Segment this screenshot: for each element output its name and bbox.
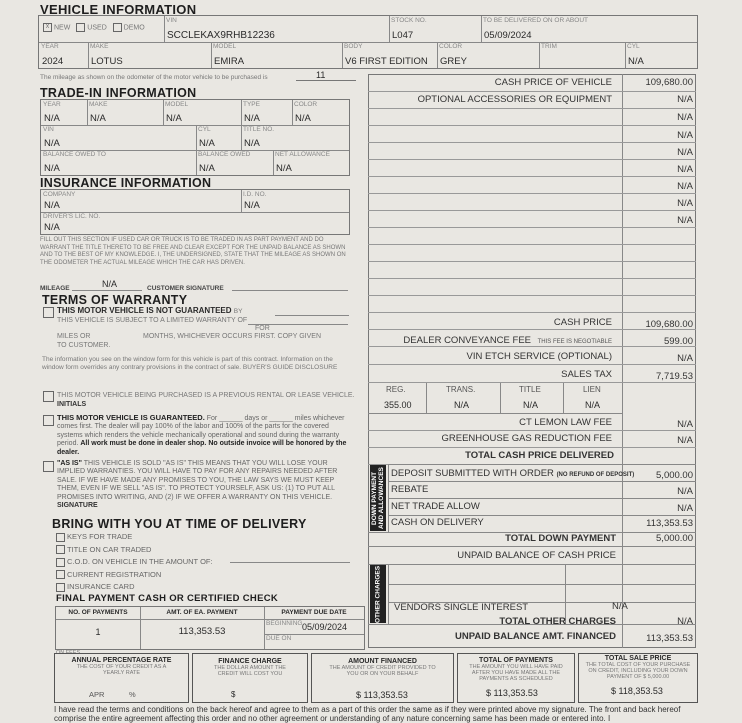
- optional-value: N/A: [677, 112, 693, 123]
- insurance-lic-label: DRIVER'S LIC. NO.: [43, 213, 101, 220]
- insurance-id: N/A: [244, 200, 260, 211]
- total-payments-value: $ 113,353.53: [486, 688, 538, 698]
- tradein-balance-owed-label: BALANCE OWED: [198, 151, 251, 158]
- lemon-law-label: CT LEMON LAW FEE: [519, 417, 612, 428]
- total-other-amount: N/A: [677, 616, 693, 627]
- sales-tax-label: SALES TAX: [561, 369, 612, 380]
- delivery-item[interactable]: KEYS FOR TRADE: [56, 531, 213, 544]
- insurance-company-label: COMPANY: [43, 191, 76, 198]
- payment-amount-header: AMT. OF EA. PAYMENT: [140, 607, 265, 620]
- deliver-value: 05/09/2024: [484, 30, 532, 41]
- prev-rental-checkbox[interactable]: [43, 391, 54, 402]
- for-label: FOR: [255, 325, 270, 332]
- by-label: BY: [233, 308, 243, 315]
- total-cash-delivered-label: TOTAL CASH PRICE DELIVERED: [465, 450, 614, 461]
- title-fee-label: TITLE: [519, 385, 541, 394]
- sales-tax: 7,719.53: [656, 371, 693, 382]
- trans-label: TRANS.: [446, 385, 476, 394]
- tradein-color-label: COLOR: [294, 101, 318, 108]
- title-fee-value: N/A: [523, 400, 539, 410]
- used-checkbox[interactable]: [76, 23, 85, 32]
- guaranteed-checkbox[interactable]: [43, 415, 54, 426]
- tradein-year: N/A: [44, 113, 60, 124]
- conveyance-note: THIS FEE IS NEGOTIABLE: [537, 339, 612, 345]
- tradein-type: N/A: [244, 113, 260, 124]
- due-on-label: DUE ON: [266, 635, 292, 642]
- cash-price-vehicle-label: CASH PRICE OF VEHICLE: [494, 77, 612, 88]
- apr-percent: %: [129, 690, 136, 699]
- total-payments-title: TOTAL OF PAYMENTS: [479, 657, 553, 664]
- delivery-item[interactable]: TITLE ON CAR TRADED: [56, 544, 213, 557]
- down-payment-tag: DOWN PAYMENT AND ALLOWANCES: [370, 465, 386, 531]
- model-label: MODEL: [213, 43, 237, 50]
- greenhouse-fee: N/A: [677, 435, 693, 446]
- as-is-checkbox[interactable]: [43, 461, 54, 472]
- tradein-cyl: N/A: [199, 138, 215, 149]
- as-is-signature-label: SIGNATURE: [57, 502, 98, 510]
- tradein-color: N/A: [295, 113, 311, 124]
- cod-amount: 113,353.53: [646, 518, 693, 529]
- cash-price-label: CASH PRICE: [553, 317, 612, 328]
- prev-rental-text: THIS MOTOR VEHICLE BEING PURCHASED IS A PREVIOUS RENTAL OR LEASE VEHICLE.: [57, 392, 355, 399]
- tradein-model: N/A: [166, 113, 182, 124]
- odometer-line: [296, 80, 356, 81]
- payments-count-header: NO. OF PAYMENTS: [56, 607, 141, 620]
- trim-label: TRIM: [541, 43, 557, 50]
- greenhouse-label: GREENHOUSE GAS REDUCTION FEE: [441, 433, 612, 444]
- months-text: MONTHS, WHICHEVER OCCURS FIRST. COPY GIVEN: [143, 333, 321, 340]
- used-label: USED: [87, 24, 107, 32]
- total-down-label: TOTAL DOWN PAYMENT: [505, 533, 616, 544]
- reg-value: 355.00: [384, 400, 412, 410]
- color-label: COLOR: [439, 43, 463, 50]
- customer-signature-line[interactable]: [232, 290, 348, 291]
- conveyance-fee-label: DEALER CONVEYANCE FEE THIS FEE IS NEGOTIABLE: [403, 335, 612, 346]
- lemon-law-fee: N/A: [677, 419, 693, 430]
- net-trade-label: NET TRADE ALLOW: [391, 501, 480, 512]
- payments-count: 1: [56, 619, 141, 649]
- deposit-label: DEPOSIT SUBMITTED WITH ORDER (NO REFUND OF DEPOSIT): [391, 468, 635, 479]
- unpaid-financed-label: UNPAID BALANCE AMT. FINANCED: [455, 631, 616, 642]
- unpaid-financed-amount: 113,353.53: [646, 633, 693, 644]
- deliver-label: TO BE DELIVERED ON OR ABOUT: [483, 17, 588, 24]
- year-label: YEAR: [41, 43, 59, 50]
- unpaid-cash-label: UNPAID BALANCE OF CASH PRICE: [457, 550, 616, 561]
- tradein-title-label: TITLE NO.: [243, 126, 275, 133]
- delivery-item[interactable]: INSURANCE CARD: [56, 581, 213, 594]
- tradein-vin: N/A: [44, 138, 60, 149]
- footer-agreement-text: I have read the terms and conditions on the back hereof and agree to them as a part of this order the same as if they were printed above my signature. The front and back hereof comprise the entire agreement affecting this order and no other agreement or understanding of any nature concerning same has been made or entered into. I: [54, 705, 681, 723]
- as-is-heading: "AS IS": [57, 460, 82, 467]
- lien-label: LIEN: [583, 385, 601, 394]
- guaranteed-text: For ______ days or ______ miles whichever comes first. The dealer will pay 100% of the labor and 100% of the parts for the covered systems which renders the vehicle mechanically operational and sound during the warranty period.: [57, 415, 345, 448]
- apr-subtitle: THE COST OF YOUR CREDIT AS A YEARLY RATE: [76, 664, 167, 676]
- cod-label: CASH ON DELIVERY: [391, 517, 484, 528]
- limited-warranty-text: THIS VEHICLE IS SUBJECT TO A LIMITED WARRANTY OF: [57, 317, 248, 324]
- tradein-net-allow: N/A: [276, 163, 292, 174]
- make-label: MAKE: [90, 43, 109, 50]
- optional-accessories-label: OPTIONAL ACCESSORIES OR EQUIPMENT: [417, 94, 612, 105]
- vin-label: VIN: [166, 17, 177, 24]
- tradein-cyl-label: CYL: [198, 126, 211, 133]
- optional-value: N/A: [677, 147, 693, 158]
- price-table: [368, 74, 696, 648]
- to-customer-text: TO CUSTOMER.: [57, 342, 111, 349]
- tradein-mileage-label: MILEAGE: [40, 285, 70, 292]
- tradein-vin-label: VIN: [43, 126, 54, 133]
- miles-or-text: MILES OR: [57, 333, 91, 340]
- demo-label: DEMO: [123, 24, 145, 32]
- total-sale-subtitle: THE TOTAL COST OF YOUR PURCHASE ON CREDIT, INCLUDING YOUR DOWN PAYMENT OF $ 5,000.00: [585, 662, 691, 680]
- final-payment-title: FINAL PAYMENT CASH OR CERTIFIED CHECK: [56, 593, 279, 604]
- deposit-amount: 5,000.00: [656, 470, 693, 481]
- color-value: GREY: [440, 56, 467, 67]
- odometer-text: The mileage as shown on the odometer of the motor vehicle to be purchased is: [40, 74, 268, 81]
- delivery-section-title: BRING WITH YOU AT TIME OF DELIVERY: [52, 517, 307, 531]
- demo-checkbox[interactable]: [113, 23, 122, 32]
- final-payment-table: [55, 606, 365, 650]
- vin-value: SCCLEKAX9RHB12236: [167, 30, 275, 41]
- total-other-label: TOTAL OTHER CHARGES: [499, 616, 616, 627]
- make-value: LOTUS: [91, 56, 123, 67]
- model-value: EMIRA: [214, 56, 245, 67]
- cyl-label: CYL: [627, 43, 640, 50]
- vsi-label: VENDORS SINGLE INTEREST: [394, 602, 529, 613]
- tradein-balance-owed: N/A: [199, 163, 215, 174]
- tradein-net-allow-label: NET ALLOWANCE: [275, 151, 330, 158]
- initials-label: INITIALS: [57, 401, 87, 408]
- tradein-type-label: TYPE: [243, 101, 260, 108]
- optional-value: N/A: [677, 181, 693, 192]
- new-checkbox[interactable]: x: [43, 23, 52, 32]
- reg-label: REG.: [386, 385, 406, 394]
- tradein-title: N/A: [244, 138, 260, 149]
- other-charges-tag: OTHER CHARGES: [370, 565, 386, 623]
- finance-charge-title: FINANCE CHARGE: [218, 658, 282, 665]
- guaranteed-heading: THIS MOTOR VEHICLE IS GUARANTEED.: [57, 413, 205, 422]
- cyl-value: N/A: [628, 56, 644, 67]
- new-label: NEW: [54, 24, 71, 32]
- payment-due-date: 05/09/2024: [302, 622, 348, 632]
- optional-value: N/A: [677, 198, 693, 209]
- amount-financed-subtitle: THE AMOUNT OF CREDIT PROVIDED TO YOU OR ON YOUR BEHALF: [329, 665, 436, 677]
- payment-amount: 113,353.53: [140, 619, 265, 649]
- insurance-section-title: INSURANCE INFORMATION: [40, 176, 212, 190]
- vehicle-grid: [38, 15, 698, 69]
- total-sale-title: TOTAL SALE PRICE: [604, 655, 672, 662]
- not-guaranteed-checkbox[interactable]: [43, 307, 54, 318]
- net-trade-amount: N/A: [677, 503, 693, 514]
- tradein-make: N/A: [90, 113, 106, 124]
- body-label: BODY: [344, 43, 363, 50]
- delivery-item[interactable]: CURRENT REGISTRATION: [56, 569, 213, 582]
- dealer-shop-text: All work must be done in dealer shop. No outside invoice will be honored by the dealer.: [57, 440, 347, 456]
- on-fees-label: ON FEES: [56, 650, 81, 656]
- vehicle-section-title: VEHICLE INFORMATION: [40, 2, 197, 17]
- lien-value: N/A: [585, 400, 601, 410]
- vin-etch: N/A: [677, 353, 693, 364]
- rebate-label: REBATE: [391, 484, 429, 495]
- finance-charge-value: $: [231, 690, 236, 699]
- tradein-model-label: MODEL: [165, 101, 189, 108]
- total-sale-value: $ 118,353.53: [611, 686, 663, 696]
- warranty-section-title: TERMS OF WARRANTY: [42, 293, 188, 307]
- tradein-make-label: MAKE: [89, 101, 108, 108]
- tradein-balance-to: N/A: [44, 163, 60, 174]
- odometer-value: 11: [316, 70, 326, 80]
- vsi-value: N/A: [612, 601, 628, 612]
- body-value: V6 FIRST EDITION: [345, 56, 428, 67]
- amount-financed-value: $ 113,353.53: [356, 690, 408, 700]
- insurance-company: N/A: [44, 200, 60, 211]
- stock-value: L047: [392, 30, 414, 41]
- cash-price-vehicle: 109,680.00: [645, 77, 693, 88]
- tradein-mileage-value: N/A: [102, 279, 118, 289]
- total-down-amount: 5,000.00: [656, 533, 693, 544]
- year-value: 2024: [42, 56, 64, 67]
- tradein-section-title: TRADE-IN INFORMATION: [40, 86, 197, 100]
- tradein-year-label: YEAR: [43, 101, 61, 108]
- tradein-grid: [40, 99, 350, 176]
- insurance-id-label: I.D. NO.: [243, 191, 267, 198]
- delivery-item[interactable]: C.O.D. ON VEHICLE IN THE AMOUNT OF:: [56, 556, 213, 569]
- trans-value: N/A: [454, 400, 470, 410]
- optional-value: N/A: [677, 164, 693, 175]
- total-payments-subtitle: THE AMOUNT YOU WILL HAVE PAID AFTER YOU HAVE MADE ALL THE PAYMENTS AS SCHEDULED: [469, 664, 563, 682]
- optional-value: N/A: [677, 130, 693, 141]
- finance-charge-subtitle: THE DOLLAR AMOUNT THE CREDIT WILL COST YOU: [214, 665, 286, 677]
- stock-label: STOCK NO.: [391, 17, 427, 24]
- deposit-note: (NO REFUND OF DEPOSIT): [556, 472, 635, 478]
- vin-etch-label: VIN ETCH SERVICE (OPTIONAL): [466, 351, 612, 362]
- amount-financed-title: AMOUNT FINANCED: [348, 658, 417, 665]
- payment-due-header: PAYMENT DUE DATE: [264, 607, 364, 620]
- as-is-text: THIS VEHICLE IS SOLD "AS IS" THIS MEANS THAT YOU WILL LOSE YOUR IMPLIED WARRANTIES. YOU WILL HAVE TO PAY FOR ANY REPAIRS NEEDED AFTER SALE. IF WE HAVE MADE ANY PROMISES TO YOU, THE LAW SAYS WE MUST KEEP THEM, EVEN IF WE SELL "AS IS". TO PROTECT YOURSELF, ASK US: (1) TO PUT ALL PROMISES INTO WRITING, AND (2) IF WE OFFER A WARRANTY ON THIS VEHICLE.: [57, 460, 338, 501]
- optional-value: N/A: [677, 94, 693, 105]
- tradein-balance-to-label: BALANCE OWED TO: [43, 151, 106, 158]
- optional-value: N/A: [677, 215, 693, 226]
- cash-price: 109,680.00: [645, 319, 693, 330]
- delivery-list: [56, 531, 213, 594]
- insurance-lic: N/A: [44, 222, 60, 233]
- apr-label: APR: [89, 690, 105, 699]
- insurance-grid: [40, 189, 350, 235]
- customer-signature-label: CUSTOMER SIGNATURE: [147, 285, 224, 292]
- disclosure-row: [54, 653, 698, 703]
- conveyance-fee: 599.00: [663, 336, 693, 347]
- tradein-warranty-fine-print: FILL OUT THIS SECTION IF USED CAR OR TRUCK IS TO BE TRADED IN AS PART PAYMENT AND DO WARRANT THE TITLE THERETO TO BE FREE AND CLEAR EXCEPT FOR THE UNPAID BALANCE AS SHOWN AND TO THE BEST OF MY KNOWLEDGE. I, THE UNDERSIGNED, STATE THAT THE MILEAGE AS SHOWN ON THE ODOMETER THE ACTUAL MILEAGE WHICH THE CAR HAS DRIVEN.: [40, 237, 346, 266]
- not-guaranteed-text: THIS MOTOR VEHICLE IS NOT GUARANTEED: [57, 306, 232, 315]
- rebate-amount: N/A: [677, 486, 693, 497]
- apr-title: ANNUAL PERCENTAGE RATE: [71, 657, 172, 664]
- window-form-text: The information you see on the window form for this vehicle is part of this contract. Information on the window form overrides any contrary provisions in the contract of sale. BUYER'S GUIDE DISCLOSURE: [42, 356, 338, 371]
- beginning-label: BEGINNING: [266, 620, 303, 627]
